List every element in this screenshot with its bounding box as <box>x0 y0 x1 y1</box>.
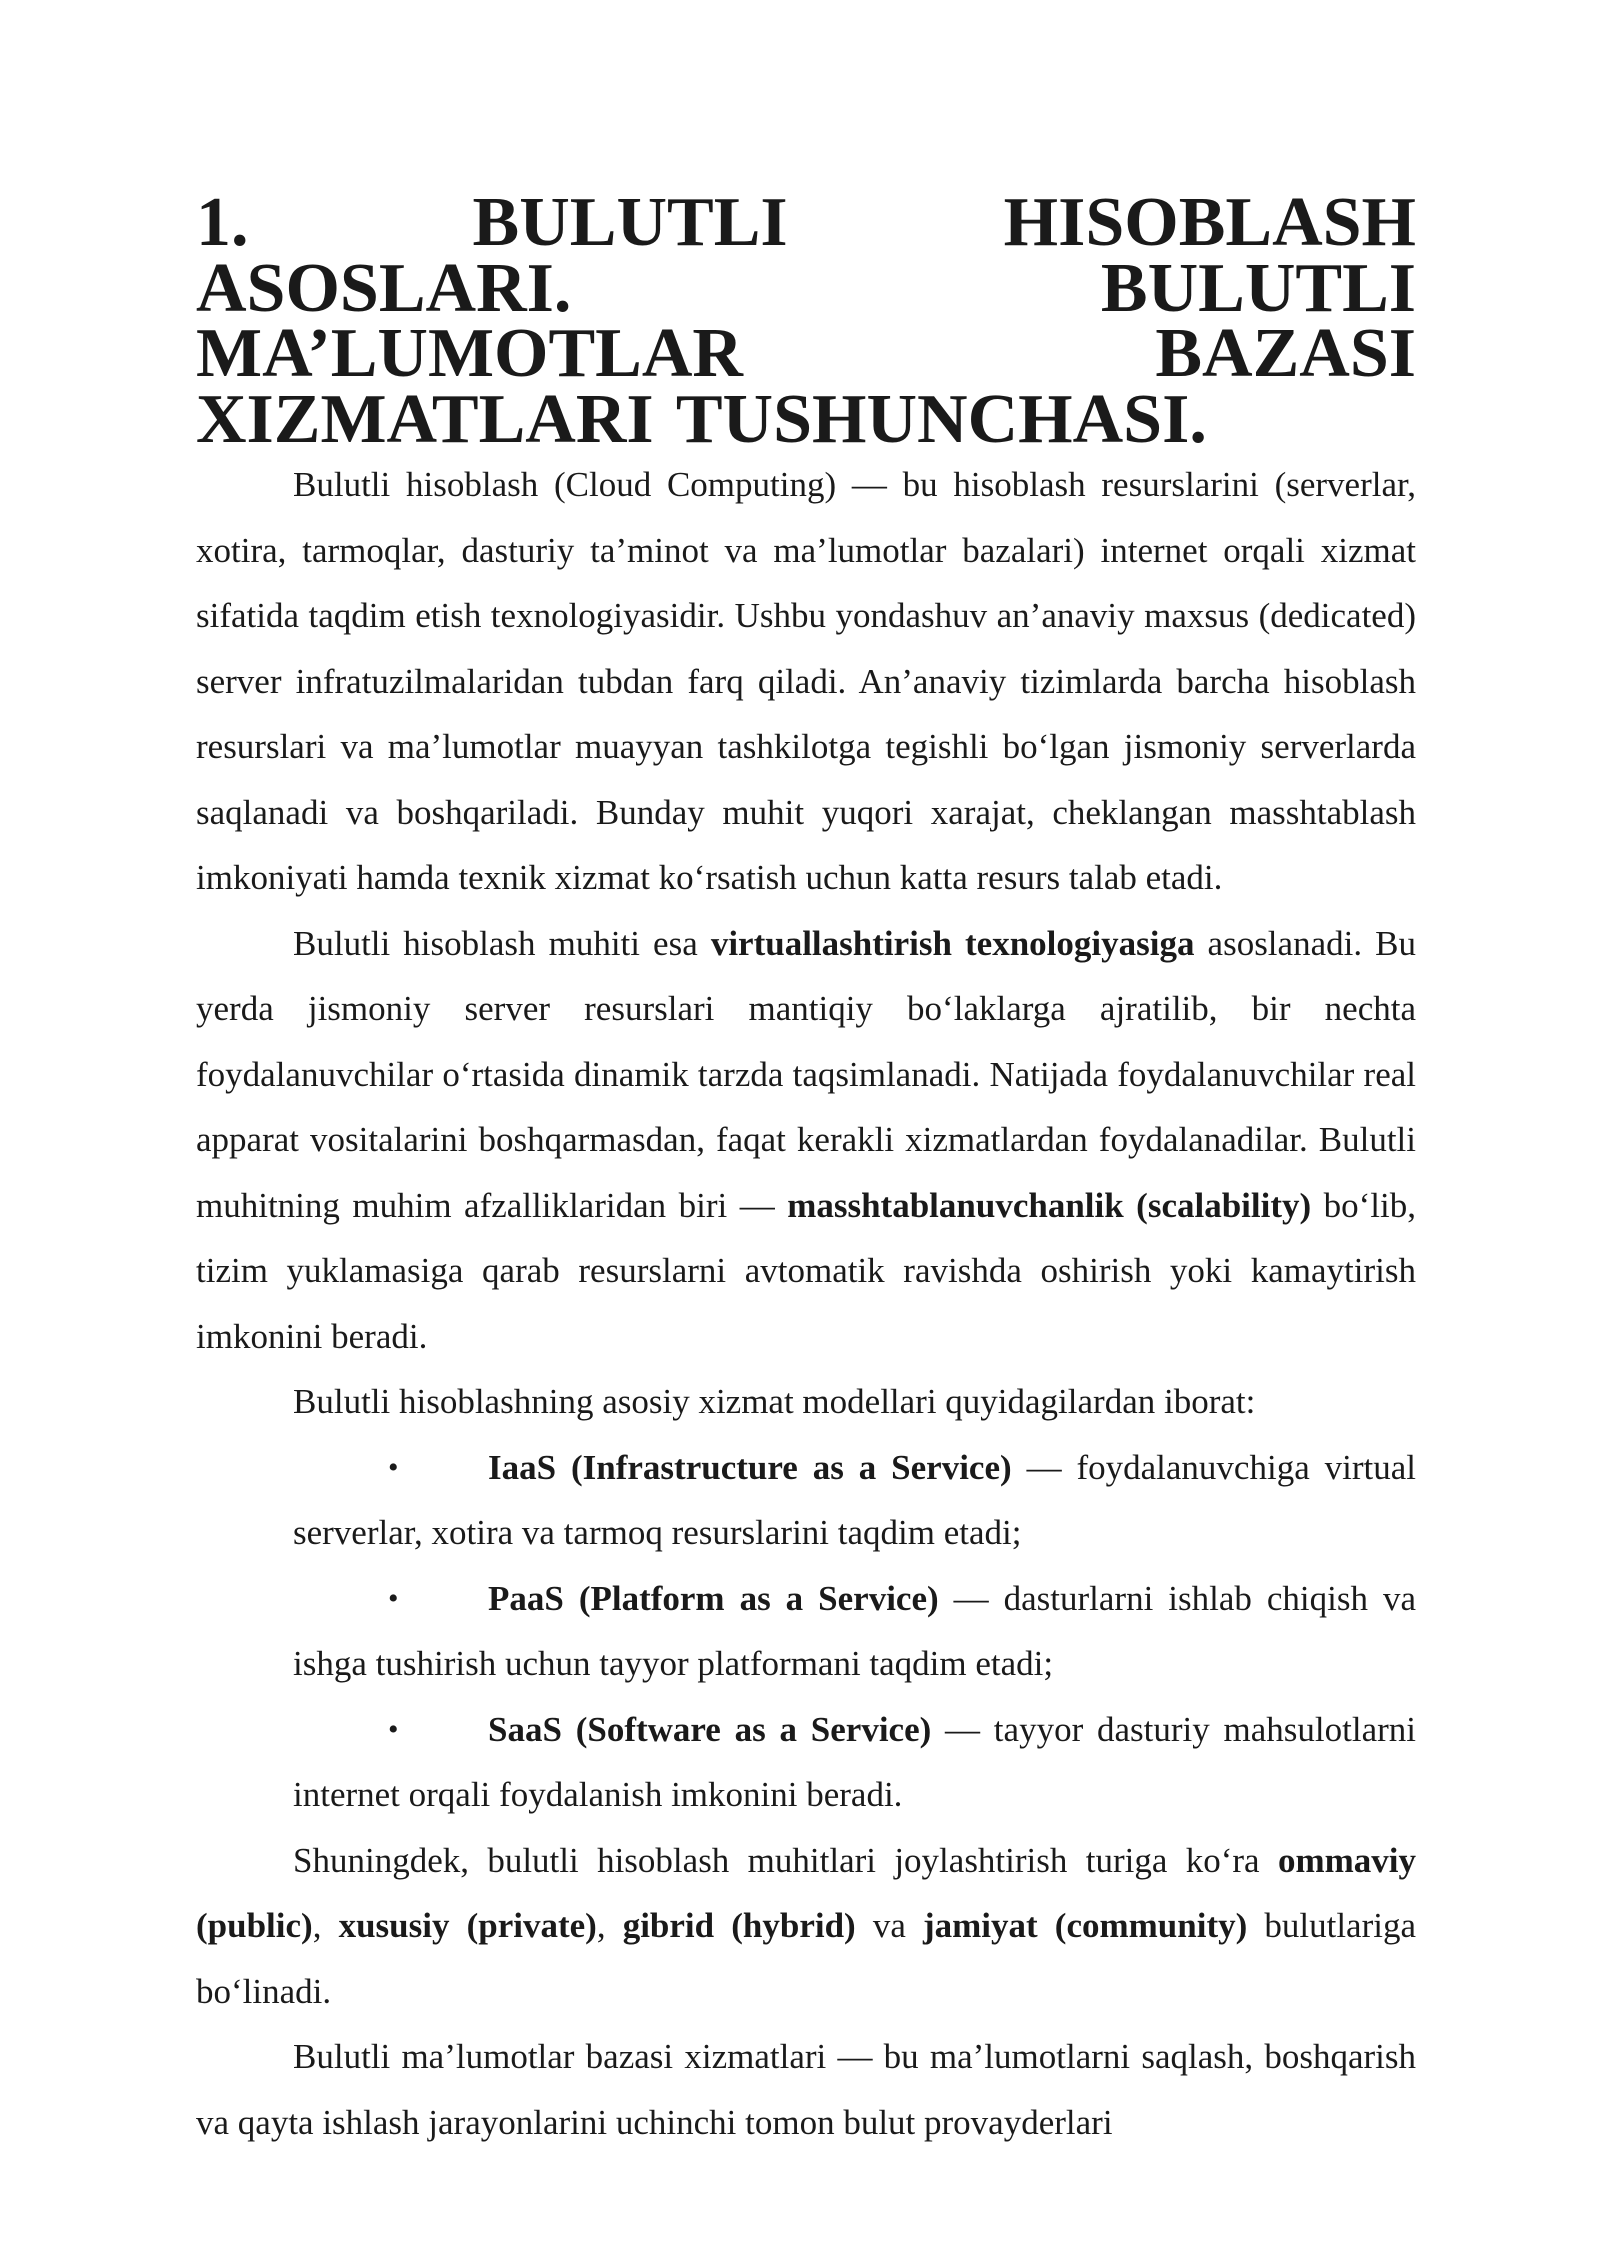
text-run: bulutlariga bo‘linadi. <box>196 1906 1417 2011</box>
bullet-icon: • <box>388 1450 399 1484</box>
paragraph-virtualization <box>196 911 1416 1370</box>
bold-term-scalability: masshtablanuvchanlik (scalability) <box>787 1185 1312 1225</box>
list-item-iaas <box>293 1435 1416 1566</box>
document-page <box>196 184 1417 2155</box>
bold-term-public: ommaviy (public) <box>196 1840 1416 1945</box>
model-name: SaaS (Software as a Service) <box>488 1709 932 1749</box>
bold-term-community: jamiyat (community) <box>922 1906 1248 1945</box>
text-run: va <box>855 1906 923 1945</box>
text-run: , <box>596 1906 623 1945</box>
model-description: — foydalanuvchiga virtual serverlar, xotira va tarmoq resurslarini taqdim etadi; <box>293 1447 1416 1552</box>
list-item-saas <box>293 1697 1416 1828</box>
model-name: PaaS (Platform as a Service) <box>488 1578 939 1618</box>
paragraph-cloud-db: Bulutli ma’lumotlar bazasi xizmatlari — bu ma’lumotlarni saqlash, boshqarish va qayta ishlash jarayonlarini uchinchi tomon bulut provayderlari <box>196 2037 1416 2142</box>
bullet-icon: • <box>388 1712 399 1746</box>
section-heading <box>196 184 1417 458</box>
paragraph-intro: Bulutli hisoblash (Cloud Computing) — bu hisoblash resurslarini (serverlar, xotira, tarmoqlar, dasturiy ta’minot va ma’lumotlar bazalari) internet orqali xizmat sifatida taqdim etish texnologiyasidir. Ushbu yondashuv an’anaviy maxsus (dedicated) server infratuzilmalaridan tubdan farq qiladi. An’anaviy tizimlarda barcha hisoblash resurslari va ma’lumotlar muayyan tashkilotga tegishli bo‘lgan jismoniy serverlarda saqlanadi va boshqariladi. Bunday muhit yuqori xarajat, cheklangan masshtablash imkoniyati hamda texnik xizmat ko‘rsatish uchun katta resurs talab etadi. <box>196 465 1416 897</box>
bold-term-virtualization: virtuallashtirish texnologiyasiga <box>710 923 1195 963</box>
bold-term-private: xususiy (private) <box>338 1906 597 1945</box>
model-description: — dasturlarni ishlab chiqish va ishga tushirish uchun tayyor platformani taqdim etadi; <box>293 1578 1416 1683</box>
text-run: bo‘lib, tizim yuklamasiga qarab resurslarni avtomatik ravishda oshirish yoki kamaytirish imkonini beradi. <box>196 1185 1417 1356</box>
paragraph-models-intro: Bulutli hisoblashning asosiy xizmat modellari quyidagilardan iborat: <box>293 1382 1256 1421</box>
service-models-list <box>196 1435 1416 1828</box>
section-title: BULUTLI HISOBLASH ASOSLARI. BULUTLI MA’LUMOTLAR BAZASI XIZMATLARI TUSHUNCHASI. <box>196 184 1417 458</box>
text-run: , <box>312 1906 339 1945</box>
text-run: asoslanadi. Bu yerda jismoniy server resurslari mantiqiy bo‘laklarga ajratilib, bir nechta foydalanuvchilar o‘rtasida dinamik tarzda taqsimlanadi. Natijada foydalanuvchilar real apparat vositalarini boshqarmasdan, faqat kerakli xizmatlardan foydalanadilar. Bulutli muhitning muhim afzalliklaridan biri — <box>196 923 1416 1225</box>
list-item-paas <box>293 1566 1416 1697</box>
bold-term-hybrid: gibrid (hybrid) <box>622 1906 856 1945</box>
text-run: Shuningdek, bulutli hisoblash muhitlari joylashtirish turiga ko‘ra <box>293 1840 1278 1880</box>
model-name: IaaS (Infrastructure as a Service) <box>488 1447 1012 1487</box>
bullet-icon: • <box>388 1581 399 1615</box>
section-number: 1. <box>196 184 249 261</box>
paragraph-deployment-types <box>196 1828 1416 2025</box>
text-run: Bulutli hisoblash muhiti esa <box>293 923 711 963</box>
model-description: — tayyor dasturiy mahsulotlarni internet orqali foydalanish imkonini beradi. <box>293 1709 1416 1814</box>
